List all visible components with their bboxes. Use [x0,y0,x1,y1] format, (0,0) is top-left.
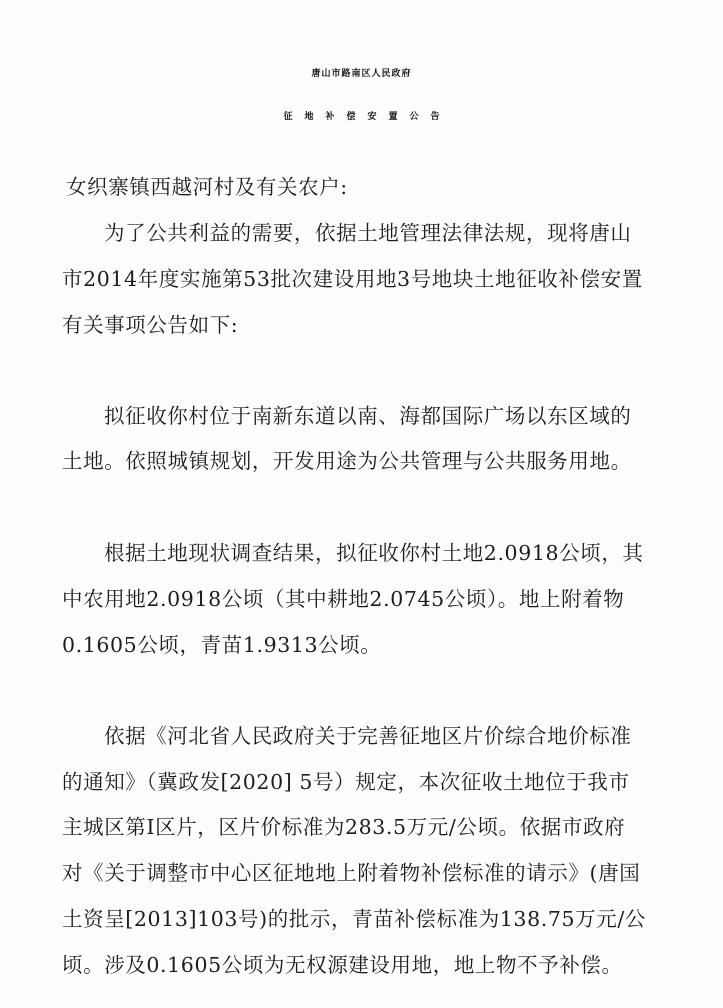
section-land-status-line: 中农用地2.0918公顷（其中耕地2.0745公顷）。地上附着物 [62,587,625,611]
section-heading-compensation [104,675,723,705]
document-title-line2: 征地补偿安置公告 [283,112,452,122]
section-compensation-line: 顷。涉及0.1605公顷为无权源建设用地，地上物不予补偿。 [62,953,623,977]
document-title-line1: 唐山市路南区人民政府 [311,69,412,79]
intro-line: 市2014年度实施第53批次建设用地3号地块土地征收补偿安置 [62,267,643,291]
section-compensation-line: 对《关于调整市中心区征地地上附着物补偿标准的请示》(唐国 [62,861,641,885]
section-compensation-line: 的通知》（冀政发[2020] 5号）规定，本次征收土地位于我市 [62,770,630,794]
section-land-status-line: 根据土地现状调查结果，拟征收你村土地2.0918公顷，其 [104,541,644,565]
section-scope-line: 土地。依照城镇规划，开发用途为公共管理与公共服务用地。 [62,449,632,473]
section-compensation-line: 依据《河北省人民政府关于完善征地区片价综合地价标准 [104,724,632,748]
section-heading-land-status [104,492,723,522]
section-compensation-line: 主城区第Ⅰ区片，区片价标准为283.5万元/公顷。依据市政府 [62,815,626,839]
section-heading-scope [108,355,723,385]
section-scope-line: 拟征收你村位于南新东道以南、海都国际广场以东区域的 [104,404,632,428]
intro-line: 有关事项公告如下: [62,313,239,337]
salutation: 女织寨镇西越河村及有关农户: [66,175,348,199]
section-land-status-line: 0.1605公顷，青苗1.9313公顷。 [62,633,382,657]
intro-line: 为了公共利益的需要，依据土地管理法律法规，现将唐山 [104,221,632,245]
section-compensation-line: 土资呈[2013]103号)的批示，青苗补偿标准为138.75万元/公 [62,907,646,931]
